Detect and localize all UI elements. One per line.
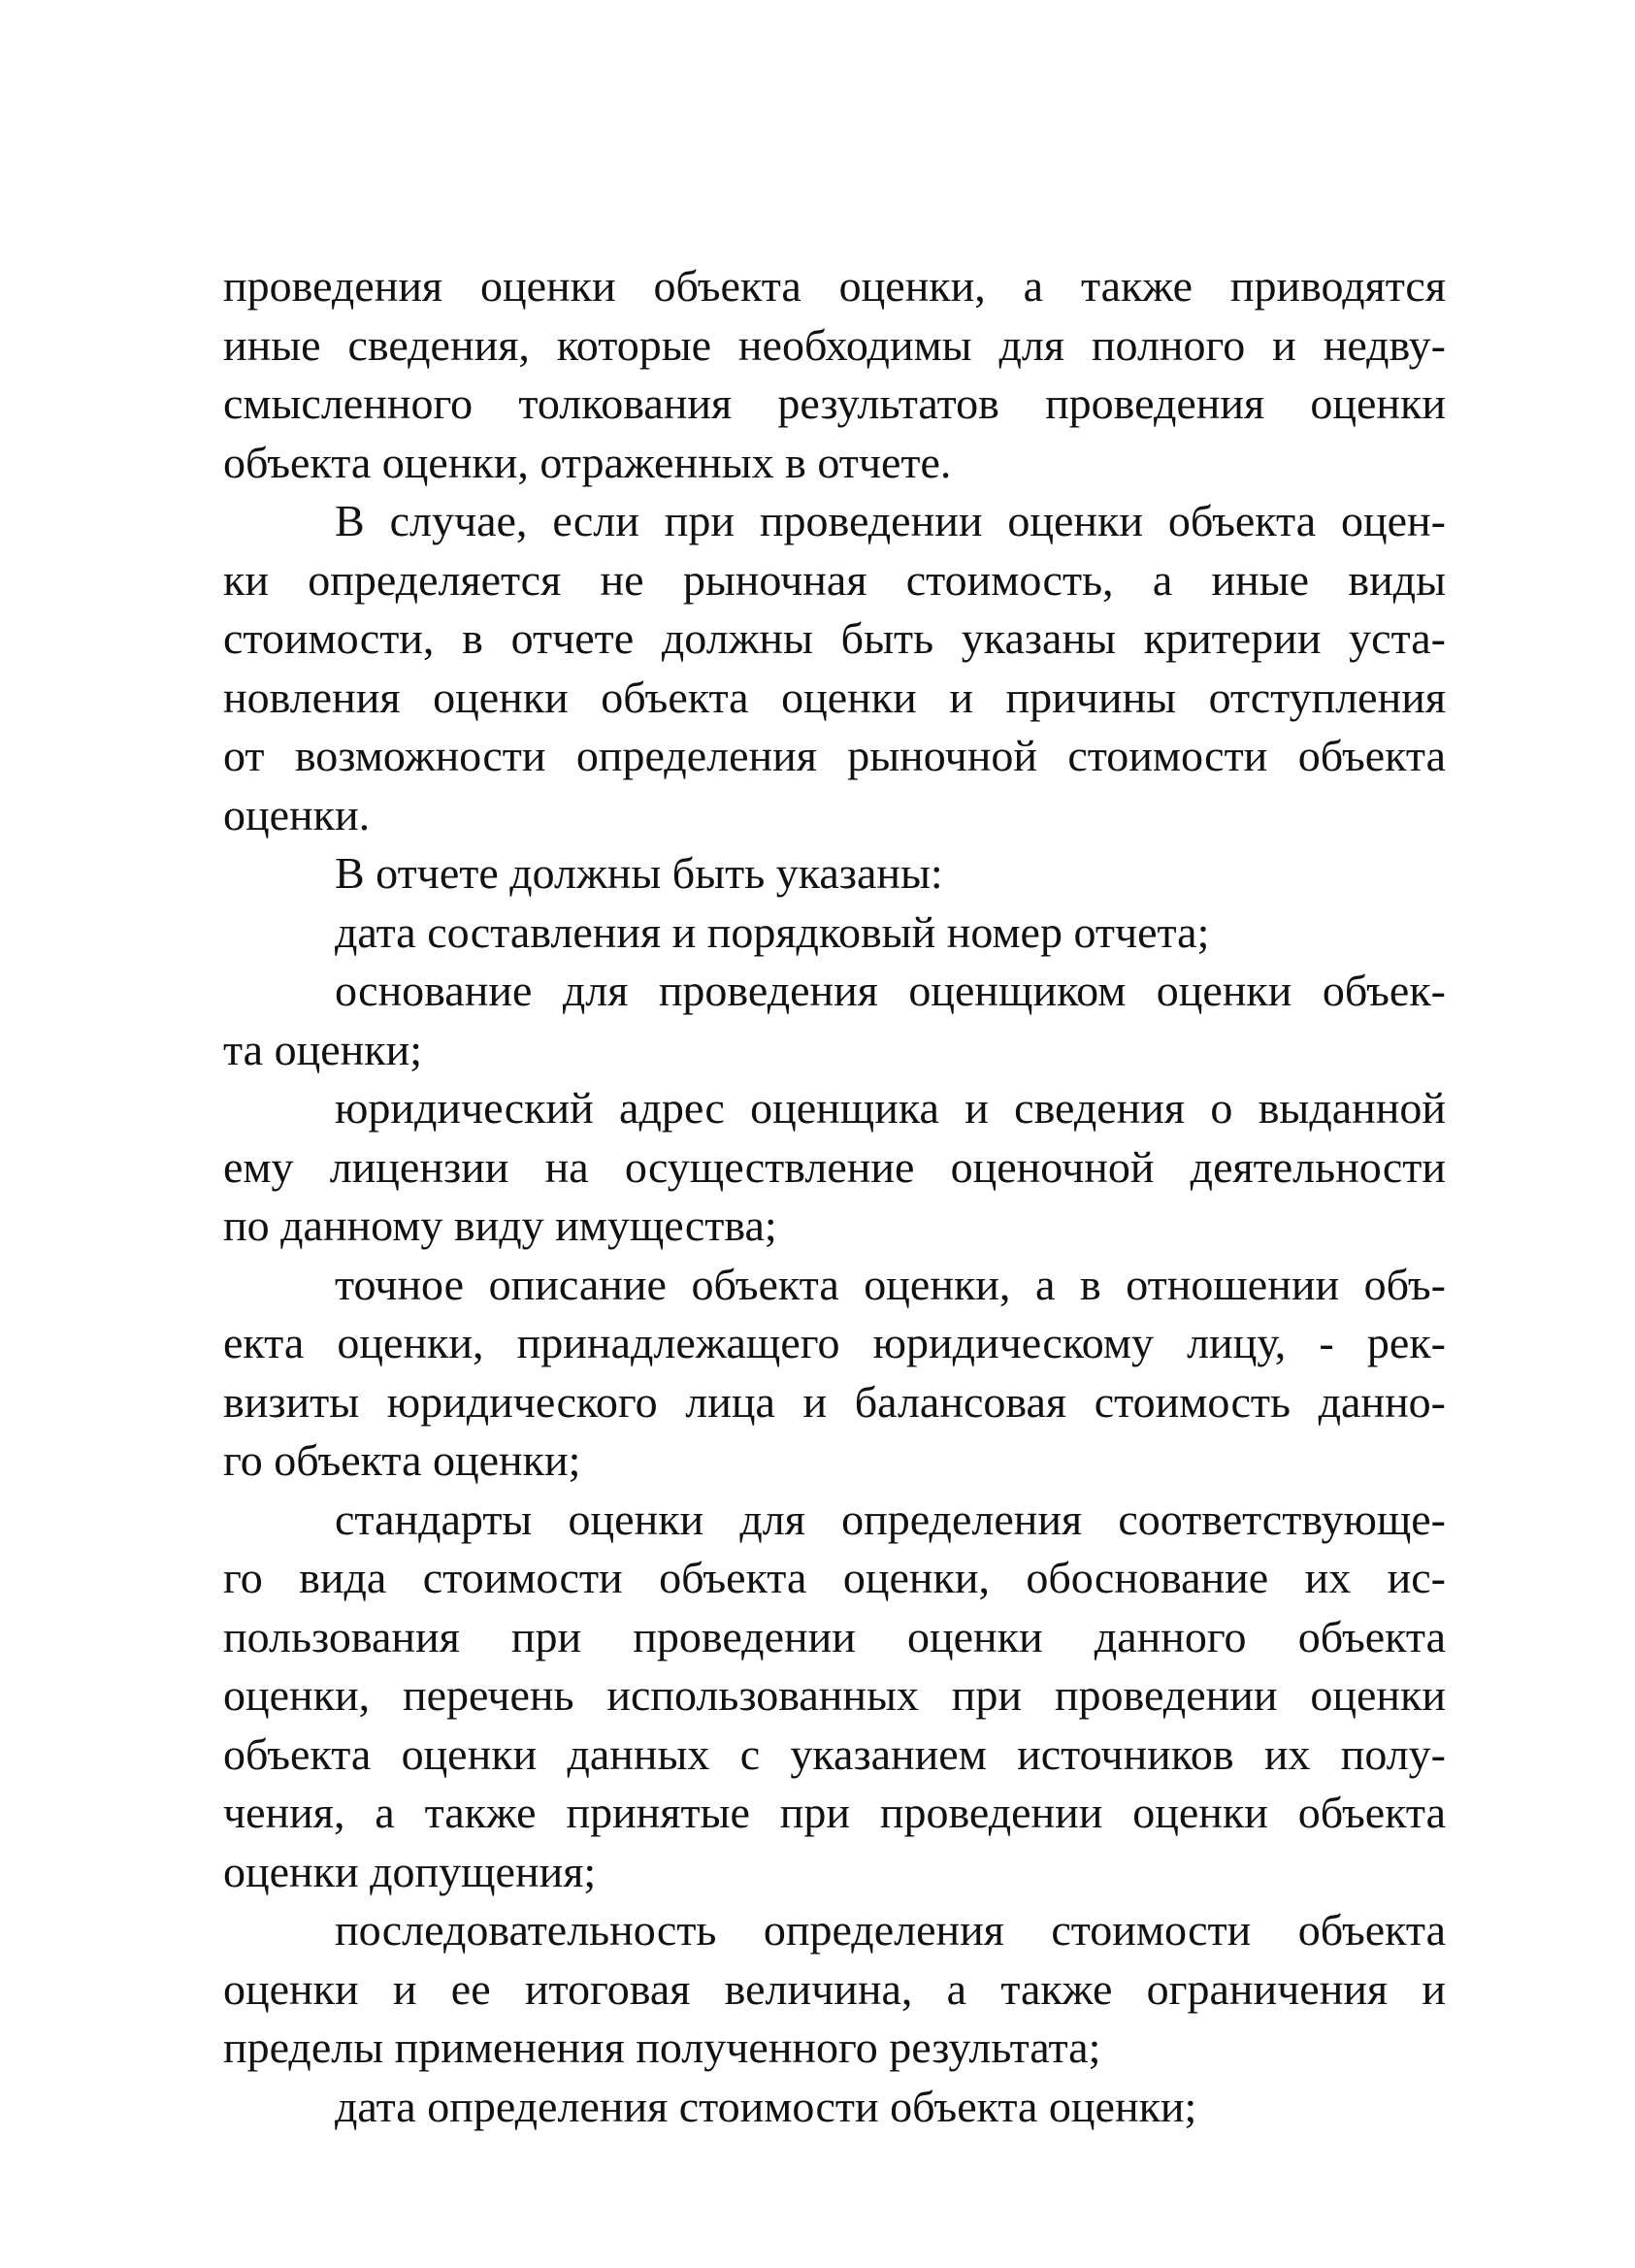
text-line: го объекта оценки; [223, 1435, 581, 1485]
text-line: оценки и ее итоговая величина, а также ограничения и [223, 1963, 1446, 2014]
text-line: пользования при проведении оценки данного объекта [223, 1611, 1446, 1661]
text-line: последовательность определения стоимости объекта [335, 1905, 1446, 1955]
text-line: по данному виду имущества; [223, 1200, 777, 1250]
text-line: дата составления и порядковый номер отчета; [335, 906, 1210, 957]
text-line: екта оценки, принадлежащего юридическому лицу, - рек- [223, 1318, 1446, 1367]
text-line: объекта оценки данных с указанием источников их полу- [223, 1728, 1446, 1779]
text-line: смысленного толкования результатов проведения оценки [223, 378, 1446, 428]
text-line: пределы применения полученного результата; [223, 2022, 1101, 2072]
text-line: новления оценки объекта оценки и причины отступления [223, 672, 1446, 722]
text-line: ему лицензии на осуществление оценочной деятельности [223, 1141, 1446, 1192]
text-line: чения, а также принятые при проведении оценки объекта [223, 1788, 1446, 1837]
text-line: иные сведения, которые необходимы для полного и недву- [223, 319, 1446, 370]
text-line: основание для проведения оценщиком оценки объек- [335, 966, 1446, 1015]
text-line: ки определяется не рыночная стоимость, а иные виды [223, 554, 1446, 605]
text-line: В отчете должны быть указаны: [335, 848, 943, 898]
text-line: оценки. [223, 789, 371, 839]
text-line: от возможности определения рыночной стоимости объекта [223, 731, 1446, 780]
text-line: та оценки; [223, 1024, 422, 1074]
text-line: оценки допущения; [223, 1846, 597, 1896]
document-body [223, 257, 1446, 2136]
text-line: юридический адрес оценщика и сведения о выданной [335, 1083, 1446, 1133]
text-line: В случае, если при проведении оценки объекта оцен- [335, 496, 1446, 545]
text-line: стоимости, в отчете должны быть указаны критерии уста- [223, 613, 1446, 663]
text-line: точное описание объекта оценки, а в отношении объ- [335, 1259, 1446, 1309]
text-line: проведения оценки объекта оценки, а также приводятся [223, 261, 1446, 311]
text-line: стандарты оценки для определения соответствующе- [335, 1494, 1446, 1544]
text-line: объекта оценки, отраженных в отчете. [223, 437, 952, 487]
text-line: дата определения стоимости объекта оценки; [335, 2081, 1197, 2131]
text-line: го вида стоимости объекта оценки, обоснование их ис- [223, 1553, 1446, 1602]
text-line: оценки, перечень использованных при проведении оценки [223, 1670, 1446, 1720]
text-line: визиты юридического лица и балансовая стоимость данно- [223, 1376, 1446, 1427]
